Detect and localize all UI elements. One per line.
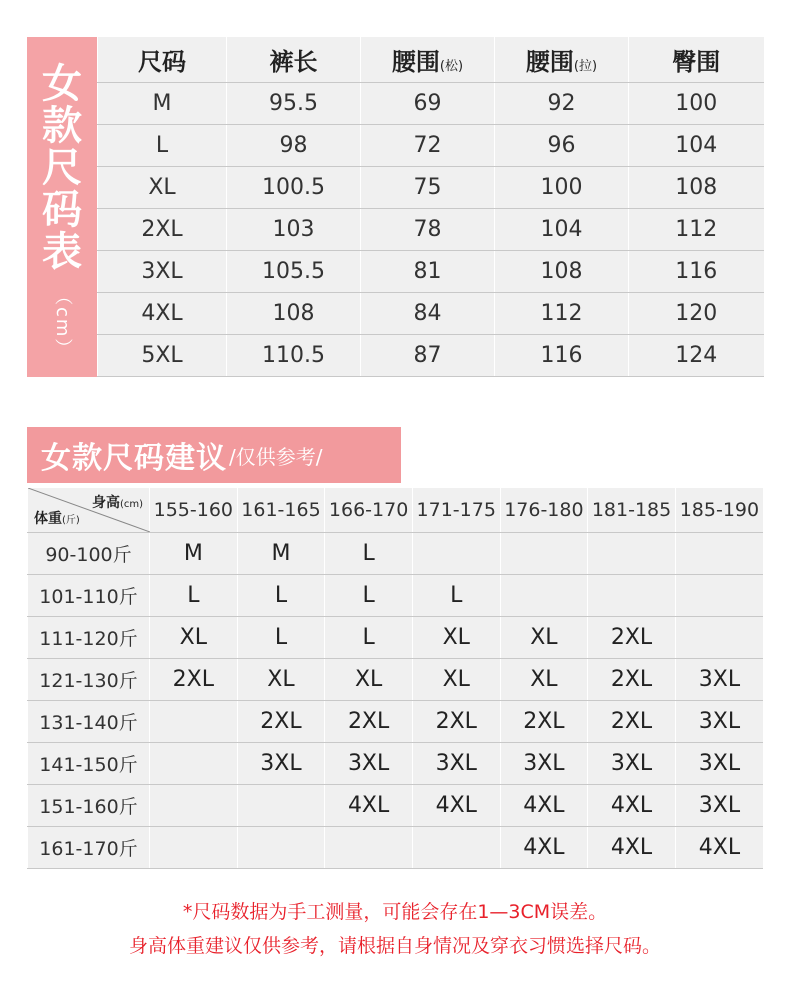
weight-range-cell: 151-160斤 [28, 785, 150, 827]
measurement-cell: 103 [227, 209, 361, 251]
table-row [98, 167, 764, 209]
recommended-size-cell [675, 617, 763, 659]
measurement-cell: 100.5 [227, 167, 361, 209]
table-row [28, 743, 764, 785]
recommended-size-cell [412, 533, 500, 575]
side-title-char: 表 [42, 229, 82, 275]
banner-subtitle: /仅供参考/ [229, 444, 323, 469]
banner-title: 女款尺码建议 [41, 441, 227, 476]
table-row [98, 209, 764, 251]
side-title-char: 尺 [42, 145, 82, 191]
measurement-cell: 116 [629, 251, 764, 293]
weight-range-cell: 90-100斤 [28, 533, 150, 575]
recommended-size-cell: M [150, 533, 238, 575]
recommended-size-cell: 3XL [325, 743, 413, 785]
recommended-size-cell: 4XL [325, 785, 413, 827]
measurement-cell: 95.5 [227, 83, 361, 125]
recommended-size-cell: L [325, 575, 413, 617]
recommended-size-cell: L [237, 617, 325, 659]
weight-range-cell: 121-130斤 [28, 659, 150, 701]
size-recommendation-table [27, 488, 763, 869]
measurement-cell: 100 [629, 83, 764, 125]
recommended-size-cell: XL [500, 659, 588, 701]
measurement-cell: 81 [361, 251, 495, 293]
recommended-size-cell [500, 533, 588, 575]
size-label-cell: 2XL [98, 209, 227, 251]
measurement-cell: 104 [495, 209, 629, 251]
table-row [28, 701, 764, 743]
height-range-header: 155-160 [150, 488, 238, 533]
height-range-header: 166-170 [325, 488, 413, 533]
recommended-size-cell: 2XL [237, 701, 325, 743]
height-range-header: 171-175 [412, 488, 500, 533]
measurement-cell: 69 [361, 83, 495, 125]
side-title-char: 女 [42, 61, 82, 107]
recommended-size-cell: L [150, 575, 238, 617]
recommended-size-cell: L [412, 575, 500, 617]
measurement-cell: 84 [361, 293, 495, 335]
recommended-size-cell: 4XL [588, 785, 676, 827]
recommended-size-cell: 4XL [412, 785, 500, 827]
header-waist-relaxed: 腰围(松) [361, 37, 495, 83]
recommended-size-cell: 2XL [150, 659, 238, 701]
height-range-header: 185-190 [675, 488, 763, 533]
measurement-cell: 116 [495, 335, 629, 377]
table-row [28, 659, 764, 701]
recommended-size-cell [325, 827, 413, 869]
table-row [28, 533, 764, 575]
recommended-size-cell: 4XL [500, 785, 588, 827]
table-row [28, 827, 764, 869]
height-range-header: 176-180 [500, 488, 588, 533]
recommended-size-cell: XL [412, 659, 500, 701]
recommended-size-cell [588, 533, 676, 575]
recommended-size-cell [150, 827, 238, 869]
size-label-cell: M [98, 83, 227, 125]
recommended-size-cell: 3XL [500, 743, 588, 785]
measurement-cell: 105.5 [227, 251, 361, 293]
measurement-cell: 72 [361, 125, 495, 167]
recommended-size-cell: 4XL [588, 827, 676, 869]
disclaimer-notes [0, 895, 790, 963]
recommended-size-cell: 2XL [325, 701, 413, 743]
recommended-size-cell: XL [412, 617, 500, 659]
recommended-size-cell: XL [500, 617, 588, 659]
recommended-size-cell: 3XL [675, 701, 763, 743]
weight-range-cell: 111-120斤 [28, 617, 150, 659]
weight-range-cell: 101-110斤 [28, 575, 150, 617]
table-header-row [28, 488, 764, 533]
recommended-size-cell: 4XL [500, 827, 588, 869]
measurement-cell: 104 [629, 125, 764, 167]
table-row [28, 575, 764, 617]
measurement-cell: 112 [495, 293, 629, 335]
recommended-size-cell: 2XL [500, 701, 588, 743]
height-range-header: 181-185 [588, 488, 676, 533]
table-row [98, 251, 764, 293]
recommended-size-cell: 2XL [588, 701, 676, 743]
measurement-cell: 120 [629, 293, 764, 335]
size-recommendation-banner [27, 427, 401, 483]
header-pants-length: 裤长 [227, 37, 361, 83]
recommended-size-cell [237, 827, 325, 869]
recommended-size-cell: 2XL [588, 659, 676, 701]
recommended-size-cell [412, 827, 500, 869]
measurement-cell: 110.5 [227, 335, 361, 377]
weight-range-cell: 161-170斤 [28, 827, 150, 869]
recommended-size-cell [150, 743, 238, 785]
recommended-size-cell: M [237, 533, 325, 575]
measurement-cell: 78 [361, 209, 495, 251]
table-row [98, 293, 764, 335]
side-title-unit: （cm） [52, 287, 73, 359]
weight-range-cell: 131-140斤 [28, 701, 150, 743]
size-label-cell: 5XL [98, 335, 227, 377]
recommended-size-cell: XL [237, 659, 325, 701]
measurement-cell: 96 [495, 125, 629, 167]
recommended-size-cell [150, 785, 238, 827]
size-chart-side-title [27, 37, 97, 377]
header-waist-stretched: 腰围(拉) [495, 37, 629, 83]
recommended-size-cell: 2XL [412, 701, 500, 743]
table-row [28, 617, 764, 659]
recommended-size-cell [675, 533, 763, 575]
size-label-cell: L [98, 125, 227, 167]
recommended-size-cell: 3XL [237, 743, 325, 785]
size-label-cell: XL [98, 167, 227, 209]
measurement-cell: 108 [227, 293, 361, 335]
measurement-cell: 112 [629, 209, 764, 251]
table-row [98, 83, 764, 125]
measurement-cell: 87 [361, 335, 495, 377]
note-measurement-error: *尺码数据为手工测量，可能会存在1—3CM误差。 [182, 901, 608, 923]
size-label-cell: 3XL [98, 251, 227, 293]
recommended-size-cell: 4XL [675, 827, 763, 869]
note-reference-only: 身高体重建议仅供参考，请根据自身情况及穿衣习惯选择尺码。 [128, 935, 661, 957]
recommended-size-cell: L [237, 575, 325, 617]
recommended-size-cell [500, 575, 588, 617]
weight-range-cell: 141-150斤 [28, 743, 150, 785]
side-title-char: 码 [42, 187, 82, 233]
recommended-size-cell: XL [150, 617, 238, 659]
table-row [98, 335, 764, 377]
recommended-size-cell: 3XL [412, 743, 500, 785]
side-title-char: 款 [42, 103, 82, 149]
measurement-cell: 108 [629, 167, 764, 209]
measurement-cell: 124 [629, 335, 764, 377]
measurement-cell: 92 [495, 83, 629, 125]
measurement-cell: 100 [495, 167, 629, 209]
recommended-size-cell: 2XL [588, 617, 676, 659]
recommended-size-cell: XL [325, 659, 413, 701]
height-axis-label: 身高(cm) [91, 495, 143, 511]
recommended-size-cell: L [325, 533, 413, 575]
recommended-size-cell [675, 575, 763, 617]
recommended-size-cell [588, 575, 676, 617]
recommended-size-cell [150, 701, 238, 743]
recommended-size-cell: 3XL [675, 785, 763, 827]
measurement-cell: 75 [361, 167, 495, 209]
measurement-cell: 108 [495, 251, 629, 293]
recommended-size-cell [237, 785, 325, 827]
table-row [28, 785, 764, 827]
recommended-size-cell: 3XL [675, 743, 763, 785]
weight-axis-label: 体重(斤) [34, 511, 80, 527]
recommended-size-cell: 3XL [588, 743, 676, 785]
table-row [98, 125, 764, 167]
size-measurement-table [97, 37, 764, 377]
header-hip: 臀围 [629, 37, 764, 83]
header-size: 尺码 [98, 37, 227, 83]
height-range-header: 161-165 [237, 488, 325, 533]
measurement-cell: 98 [227, 125, 361, 167]
size-label-cell: 4XL [98, 293, 227, 335]
header-corner-cell [28, 488, 150, 533]
recommended-size-cell: 3XL [675, 659, 763, 701]
table-header-row [98, 37, 764, 83]
recommended-size-cell: L [325, 617, 413, 659]
